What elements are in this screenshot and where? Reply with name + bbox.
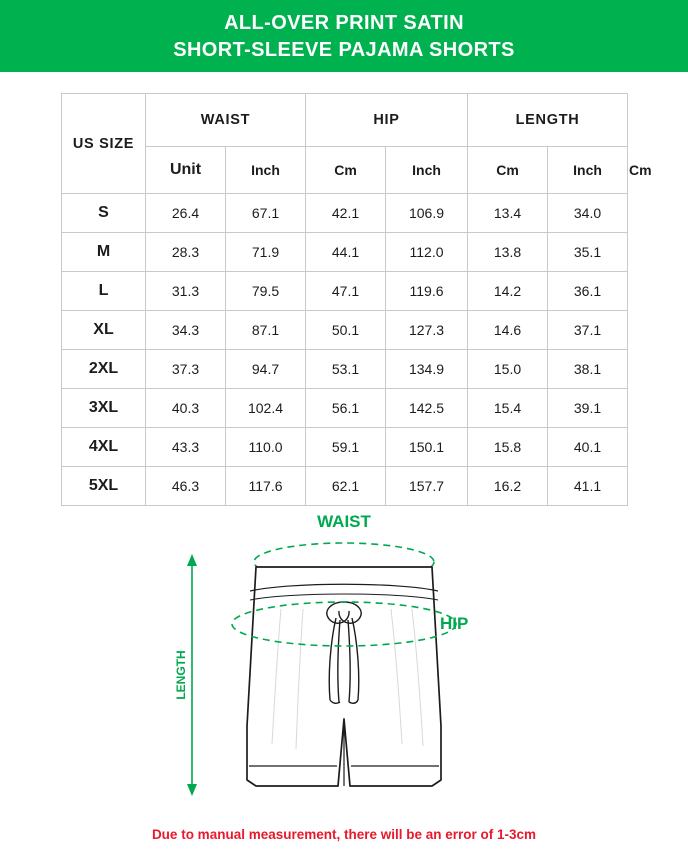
cell-hip-inch: 42.1 xyxy=(306,194,386,233)
column-header-unit: Unit xyxy=(146,147,226,194)
cell-size: 3XL xyxy=(62,389,146,428)
table-row xyxy=(62,233,628,272)
cell-length-inch: 13.8 xyxy=(468,233,548,272)
cell-size: 4XL xyxy=(62,428,146,467)
page-header xyxy=(0,0,688,72)
cell-hip-inch: 53.1 xyxy=(306,350,386,389)
measurement-diagram xyxy=(0,514,688,814)
cell-length-inch: 13.4 xyxy=(468,194,548,233)
cell-waist-cm: 71.9 xyxy=(226,233,306,272)
cell-hip-cm: 150.1 xyxy=(386,428,468,467)
cell-hip-cm: 112.0 xyxy=(386,233,468,272)
cell-length-inch: 16.2 xyxy=(468,467,548,506)
cell-waist-inch: 40.3 xyxy=(146,389,226,428)
cell-size: S xyxy=(62,194,146,233)
cell-length-cm: 41.1 xyxy=(548,467,628,506)
size-table-wrapper xyxy=(61,93,652,506)
table-row xyxy=(62,350,628,389)
cell-size: M xyxy=(62,233,146,272)
cell-hip-cm: 127.3 xyxy=(386,311,468,350)
cell-hip-cm: 119.6 xyxy=(386,272,468,311)
cell-hip-cm: 106.9 xyxy=(386,194,468,233)
table-row xyxy=(62,311,628,350)
column-header-waist-cm: Cm xyxy=(306,147,386,194)
cell-hip-cm: 157.7 xyxy=(386,467,468,506)
table-group-header-row xyxy=(62,94,628,147)
column-header-length: LENGTH xyxy=(468,94,628,147)
table-row xyxy=(62,467,628,506)
cell-size: L xyxy=(62,272,146,311)
cell-hip-inch: 59.1 xyxy=(306,428,386,467)
cell-waist-inch: 37.3 xyxy=(146,350,226,389)
length-label: LENGTH xyxy=(174,650,188,700)
cell-waist-inch: 26.4 xyxy=(146,194,226,233)
cell-hip-cm: 142.5 xyxy=(386,389,468,428)
cell-waist-inch: 34.3 xyxy=(146,311,226,350)
cell-waist-cm: 67.1 xyxy=(226,194,306,233)
column-header-waist-inch: Inch xyxy=(226,147,306,194)
cell-waist-inch: 28.3 xyxy=(146,233,226,272)
cell-hip-inch: 62.1 xyxy=(306,467,386,506)
cell-hip-inch: 44.1 xyxy=(306,233,386,272)
size-table xyxy=(61,93,652,506)
cell-length-cm: 35.1 xyxy=(548,233,628,272)
cell-waist-cm: 79.5 xyxy=(226,272,306,311)
column-header-waist: WAIST xyxy=(146,94,306,147)
cell-hip-inch: 47.1 xyxy=(306,272,386,311)
table-row xyxy=(62,272,628,311)
hip-label: HIP xyxy=(440,614,469,633)
table-row xyxy=(62,194,628,233)
length-arrow xyxy=(187,554,197,796)
cell-waist-inch: 31.3 xyxy=(146,272,226,311)
cell-size: 2XL xyxy=(62,350,146,389)
column-header-us-size: US SIZE xyxy=(62,94,146,194)
table-row xyxy=(62,389,628,428)
cell-size: XL xyxy=(62,311,146,350)
cell-length-inch: 15.4 xyxy=(468,389,548,428)
cell-waist-cm: 87.1 xyxy=(226,311,306,350)
cell-waist-inch: 43.3 xyxy=(146,428,226,467)
cell-length-cm: 34.0 xyxy=(548,194,628,233)
cell-length-cm: 36.1 xyxy=(548,272,628,311)
cell-waist-cm: 94.7 xyxy=(226,350,306,389)
cell-waist-cm: 102.4 xyxy=(226,389,306,428)
measurement-note: Due to manual measurement, there will be an error of 1-3cm xyxy=(151,827,537,842)
cell-length-cm: 40.1 xyxy=(548,428,628,467)
table-row xyxy=(62,428,628,467)
cell-length-cm: 38.1 xyxy=(548,350,628,389)
cell-waist-inch: 46.3 xyxy=(146,467,226,506)
cell-length-inch: 14.2 xyxy=(468,272,548,311)
cell-length-inch: 15.8 xyxy=(468,428,548,467)
cell-length-cm: 37.1 xyxy=(548,311,628,350)
cell-size: 5XL xyxy=(62,467,146,506)
header-title-line-1: ALL-OVER PRINT SATIN xyxy=(224,12,464,34)
header-title-line-2: SHORT-SLEEVE PAJAMA SHORTS xyxy=(173,39,515,61)
cell-length-inch: 15.0 xyxy=(468,350,548,389)
cell-waist-cm: 110.0 xyxy=(226,428,306,467)
cell-hip-inch: 56.1 xyxy=(306,389,386,428)
cell-waist-cm: 117.6 xyxy=(226,467,306,506)
table-unit-header-row: Unit Inch Cm Inch Cm Inch Cm xyxy=(62,147,628,194)
column-header-hip: HIP xyxy=(306,94,468,147)
cell-length-inch: 14.6 xyxy=(468,311,548,350)
column-header-hip-inch: Inch xyxy=(386,147,468,194)
column-header-length-inch: Inch xyxy=(548,147,628,194)
cell-hip-cm: 134.9 xyxy=(386,350,468,389)
waist-label: WAIST xyxy=(317,514,371,531)
cell-length-cm: 39.1 xyxy=(548,389,628,428)
column-header-hip-cm: Cm xyxy=(468,147,548,194)
cell-hip-inch: 50.1 xyxy=(306,311,386,350)
